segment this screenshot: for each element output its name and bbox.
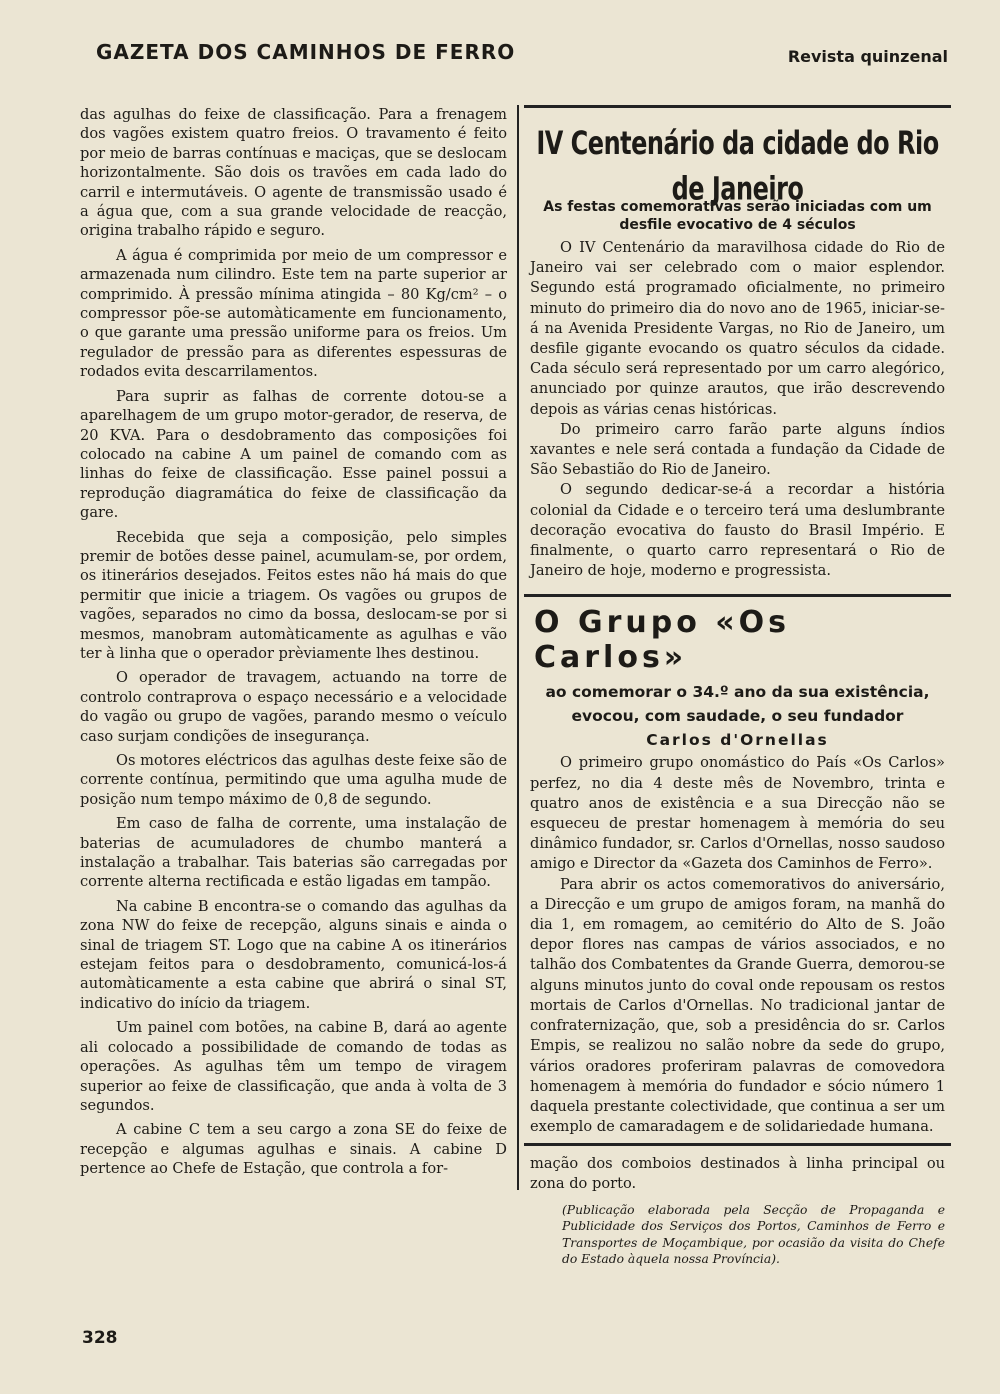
section-rule: [524, 1143, 951, 1146]
article-subtitle-line: As festas comemorativas serão iniciadas com um: [543, 199, 932, 215]
left-column: [80, 105, 507, 1184]
left-paragraph: Para suprir as falhas de corrente dotou-se a aparelhagem de um grupo motor-gerador, de reserva, de 20 KVA. Para o desdobramento das composições foi colocado na cabine A um painel de comando com as linhas do feixe de classificação. Esse painel possui a reprodução diagramática do feixe de classificação da gare.: [80, 387, 507, 522]
left-paragraph: O operador de travagem, actuando na torre de controlo contraprova o espaço necessário e a velocidade do vagão ou grupo de vagões, parando mesmo o veículo caso surjam condições de insegurança.: [80, 669, 507, 745]
article-subtitle-line: desfile evocativo de 4 séculos: [619, 217, 856, 233]
article-body: [530, 753, 945, 1137]
publication-note: (Publicação elaborada pela Secção de Propaganda e Publicidade dos Serviços dos Portos, Caminhos de Ferro e Transportes de Moçambique, por ocasião da visita do Chefe do Estado àquela nossa Província).: [562, 1202, 945, 1267]
article-rio-centenary: [524, 105, 951, 586]
article-subtitle-line: evocou, com saudade, o seu fundador: [571, 707, 904, 726]
left-paragraph: Recebida que seja a composição, pelo simples premir de botões desse painel, acumulam-se, por ordem, os itinerários desejados. Feitos estes não há mais do que permitir que inicie a triagem. Os vagões ou grupos de vagões, separados no cimo da bossa, deslocam-se por si mesmos, manobram automàticamente as agulhas e vão ter à linha que o operador prèviamente lhes destinou.: [80, 528, 507, 662]
left-paragraph: Os motores eléctricos das agulhas deste feixe são de corrente contínua, permitindo que uma agulha mude de posição num tempo máximo de 0,8 de segundo.: [80, 752, 507, 808]
article-paragraph: Para abrir os actos comemorativos do aniversário, a Direcção e um grupo de amigos foram, na manhã do dia 1, em romagem, ao cemitério do Alto de S. João depor flores nas campas de vários associados, e no talhão dos Combatentes da Grande Guerra, demorou-se alguns minutos junto do coval onde repousam os restos mortais de Carlos d'Ornellas. No tradicional jantar de confraternização, que, sob a presidência do sr. Carlos Empis, se realizou no salão nobre da sede do grupo, vários oradores proferiram palavras de comovedora homenagem à memória do fundador e sócio número 1 daquela prestante colectividade, que continua a ser um exemplo de camaradagem e de solidariedade humana.: [530, 875, 945, 1136]
page-number: 328: [82, 1328, 118, 1348]
article-paragraph: O IV Centenário da maravilhosa cidade do Rio de Janeiro vai ser celebrado com o maior esplendor. Segundo está programado oficialmente, no primeiro minuto do primeiro dia do novo ano de 1965, iniciar-se-á na Avenida Presidente Vargas, no Rio de Janeiro, um desfile gigante evocando os quatro séculos da cidade. Cada século será representado por um carro alegórico, anunciado por quinze arautos, que irão descrevendo depois as várias cenas históricas.: [530, 239, 945, 418]
article-title: O Grupo «Os Carlos»: [534, 605, 790, 676]
article-paragraph: O primeiro grupo onomástico do País «Os Carlos» perfez, no dia 4 deste mês de Novembro, trinta e quatro anos de existência e a sua Direcção não se esqueceu de prestar homenagem à memória do seu dinâmico fundador, sr. Carlos d'Ornellas, nosso saudoso amigo e Director da «Gazeta dos Caminhos de Ferro».: [530, 754, 945, 873]
article-os-carlos: [524, 605, 951, 1137]
left-paragraph: Na cabine B encontra-se o comando das agulhas da zona NW do feixe de recepção, alguns sinais e ainda o sinal de triagem ST. Logo que na cabine A os itinerários estejam feitos para o desdobramento, comunicá-los-á automàticamente a esta cabine que abrirá o sinal ST, indicativo do início da triagem.: [80, 897, 507, 1012]
article-subtitle-line: ao comemorar o 34.º ano da sua existência,: [545, 683, 930, 702]
article-title: IV Centenário da cidade do Rio de Janeiro: [536, 124, 939, 208]
left-paragraph: A cabine C tem a seu cargo a zona SE do feixe de recepção e algumas agulhas e sinais. A cabine D pertence ao Chefe de Estação, que controla a for-: [80, 1121, 507, 1178]
left-paragraph: Em caso de falha de corrente, uma instalação de baterias de acumuladores de chumbo manterá a instalação a trabalhar. Tais baterias são carregadas por corrente alterna rectificada e estão ligadas em tampão.: [80, 815, 507, 891]
article-body: [530, 238, 945, 581]
left-paragraph: das agulhas do feixe de classificação. Para a frenagem dos vagões existem quatro freios. O travamento é feito por meio de barras contínuas e maciças, que se deslocam horizontalmente. São dois os travões em cada lado do carril e intermutáveis. O agente de transmissão usado é a água que, com a sua grande velocidade de reacção, origina trabalho rápido e seguro.: [80, 106, 507, 240]
publication-subtitle: Revista quinzenal: [787, 47, 948, 66]
left-paragraph: Um painel com botões, na cabine B, dará ao agente ali colocado a possibilidade de comando de todas as operações. As agulhas têm um tempo de viragem superior ao feixe de classificação, que anda à volta de 3 segundos.: [80, 1019, 507, 1114]
right-column: [524, 105, 951, 1268]
left-paragraph: A água é comprimida por meio de um compressor e armazenada num cilindro. Este tem na parte superior ar comprimido. À pressão mínima atingida – 80 Kg/cm² – o compressor põe-se automàticamente em funcionamento, o que garante uma pressão uniforme para os freios. Um regulador de pressão para as diferentes espessuras de rodados evita descarrilamentos.: [80, 246, 507, 381]
section-rule: [524, 594, 951, 597]
article-paragraph: O segundo dedicar-se-á a recordar a história colonial da Cidade e o terceiro terá uma deslumbrante decoração evocativa do fausto do Brasil Império. E finalmente, o quarto carro representará o Rio de Janeiro de hoje, moderno e progressista.: [530, 481, 945, 580]
article-subtitle-line: Carlos d'Ornellas: [646, 731, 829, 750]
publication-title: GAZETA DOS CAMINHOS DE FERRO: [96, 40, 516, 64]
continuation-text: mação dos comboios destinados à linha principal ou zona do porto.: [530, 1155, 945, 1193]
column-divider: [517, 105, 519, 1190]
article-paragraph: Do primeiro carro farão parte alguns índios xavantes e nele será contada a fundação da Cidade de São Sebastião do Rio de Janeiro.: [530, 420, 945, 479]
